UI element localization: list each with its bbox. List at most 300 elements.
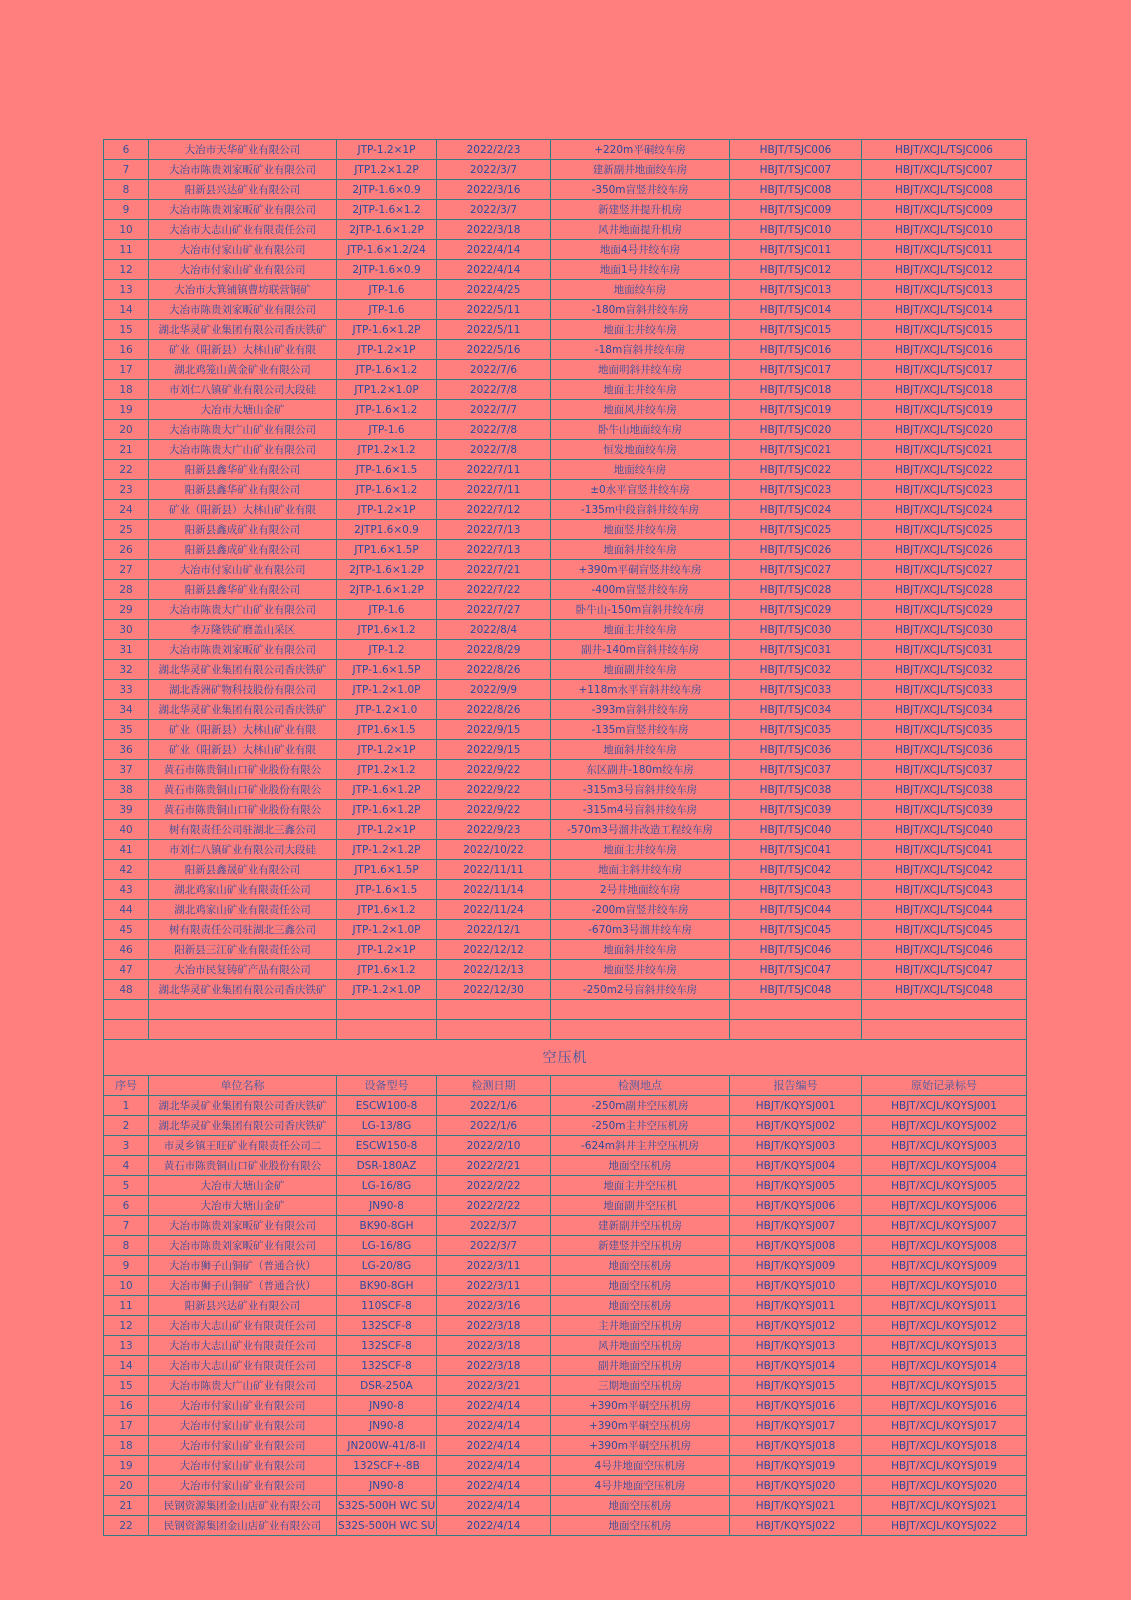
cell-seq: 18	[104, 380, 149, 400]
cell-seq: 21	[104, 440, 149, 460]
cell-seq: 47	[104, 960, 149, 980]
column-header: 序号	[104, 1076, 149, 1096]
cell-unit: 树有限责任公司驻湖北三鑫公司	[149, 920, 337, 940]
cell-date: 2022/7/13	[437, 540, 551, 560]
cell-date: 2022/4/14	[437, 1476, 551, 1496]
cell-model: 132SCF+-8B	[337, 1456, 437, 1476]
cell-unit: 湖北华灵矿业集团有限公司香庆铁矿	[149, 1096, 337, 1116]
cell-location: 地面1号井绞车房	[551, 260, 730, 280]
cell-report-no: HBJT/TSJC048	[730, 980, 862, 1000]
cell-model: 2JTP-1.6×1.2P	[337, 220, 437, 240]
cell-report-no: HBJT/TSJC031	[730, 640, 862, 660]
cell-date: 2022/3/7	[437, 1236, 551, 1256]
cell-location: 地面主井绞车房	[551, 380, 730, 400]
cell-date: 2022/9/15	[437, 740, 551, 760]
cell-model: JTP1.6×1.5P	[337, 540, 437, 560]
cell-report-no: HBJT/KQYSJ022	[730, 1516, 862, 1536]
cell-model: JTP-1.6×1.5	[337, 460, 437, 480]
cell-unit: 民钢资源集团金山店矿业有限公司	[149, 1496, 337, 1516]
cell-report-no: HBJT/TSJC018	[730, 380, 862, 400]
cell-unit: 阳新县鑫晟矿业有限公司	[149, 860, 337, 880]
cell-location: 风井地面空压机房	[551, 1336, 730, 1356]
cell-location: +390m平硐盲竖井绞车房	[551, 560, 730, 580]
cell-record-no: HBJT/XCJL/TSJC030	[862, 620, 1027, 640]
cell-record-no: HBJT/XCJL/TSJC042	[862, 860, 1027, 880]
cell-record-no: HBJT/XCJL/TSJC007	[862, 160, 1027, 180]
cell-location: 地面空压机房	[551, 1296, 730, 1316]
cell-record-no: HBJT/XCJL/TSJC046	[862, 940, 1027, 960]
hoist-row	[104, 160, 1027, 180]
cell-date: 2022/8/26	[437, 660, 551, 680]
cell-date: 2022/9/22	[437, 800, 551, 820]
cell-seq: 11	[104, 240, 149, 260]
cell-model: JTP-1.2×1P	[337, 500, 437, 520]
cell-date: 2022/7/27	[437, 600, 551, 620]
cell-location: 地面主井绞车房	[551, 620, 730, 640]
cell-location: -624m斜井主井空压机房	[551, 1136, 730, 1156]
cell-record-no: HBJT/XCJL/TSJC008	[862, 180, 1027, 200]
cell-unit: 大冶市狮子山铜矿（普通合伙）	[149, 1276, 337, 1296]
cell-report-no: HBJT/TSJC037	[730, 760, 862, 780]
cell-date: 2022/3/18	[437, 220, 551, 240]
cell-record-no: HBJT/XCJL/KQYSJ013	[862, 1336, 1027, 1356]
cell-model: JTP-1.6	[337, 300, 437, 320]
cell-unit: 阳新县鑫华矿业有限公司	[149, 580, 337, 600]
cell-model: JN90-8	[337, 1416, 437, 1436]
cell-date: 2022/12/1	[437, 920, 551, 940]
cell-seq: 15	[104, 1376, 149, 1396]
cell-seq: 46	[104, 940, 149, 960]
cell-date: 2022/9/22	[437, 780, 551, 800]
cell-report-no: HBJT/TSJC024	[730, 500, 862, 520]
hoist-row	[104, 800, 1027, 820]
cell-unit: 大冶市付家山矿业有限公司	[149, 1436, 337, 1456]
cell-report-no: HBJT/TSJC015	[730, 320, 862, 340]
compressor-row	[104, 1296, 1027, 1316]
cell-model: JTP-1.2	[337, 640, 437, 660]
cell-model: DSR-250A	[337, 1376, 437, 1396]
cell-seq: 38	[104, 780, 149, 800]
hoist-row	[104, 340, 1027, 360]
cell-report-no: HBJT/TSJC021	[730, 440, 862, 460]
spacer-rows	[104, 1000, 1027, 1096]
cell-unit: 大冶市天华矿业有限公司	[149, 140, 337, 160]
cell-location: 建新副井空压机房	[551, 1216, 730, 1236]
cell-unit: 大冶市付家山矿业有限公司	[149, 1396, 337, 1416]
cell-location: 地面斜井绞车房	[551, 540, 730, 560]
cell-unit: 阳新县鑫华矿业有限公司	[149, 480, 337, 500]
cell-unit: 大冶市付家山矿业有限公司	[149, 240, 337, 260]
cell-model: JTP-1.2×1.2P	[337, 840, 437, 860]
cell-seq: 8	[104, 1236, 149, 1256]
cell-unit: 矿业（阳新县）大林山矿业有限	[149, 340, 337, 360]
cell-report-no: HBJT/TSJC026	[730, 540, 862, 560]
cell-date: 2022/3/11	[437, 1256, 551, 1276]
cell-unit: 阳新县兴达矿业有限公司	[149, 180, 337, 200]
cell-date: 2022/2/22	[437, 1196, 551, 1216]
cell-unit: 湖北鸡家山矿业有限责任公司	[149, 900, 337, 920]
cell-record-no: HBJT/XCJL/KQYSJ015	[862, 1376, 1027, 1396]
cell-location: +390m平硐空压机房	[551, 1436, 730, 1456]
cell-unit: 大冶市付家山矿业有限公司	[149, 1456, 337, 1476]
cell-unit: 矿业（阳新县）大林山矿业有限	[149, 740, 337, 760]
cell-report-no: HBJT/KQYSJ005	[730, 1176, 862, 1196]
cell-report-no: HBJT/TSJC028	[730, 580, 862, 600]
cell-seq: 1	[104, 1096, 149, 1116]
hoist-row	[104, 680, 1027, 700]
cell-date: 2022/5/11	[437, 320, 551, 340]
cell-report-no: HBJT/TSJC043	[730, 880, 862, 900]
hoist-row	[104, 920, 1027, 940]
cell-date: 2022/7/8	[437, 380, 551, 400]
cell-report-no: HBJT/TSJC011	[730, 240, 862, 260]
cell-model: JTP-1.6×1.2	[337, 360, 437, 380]
cell-unit: 湖北华灵矿业集团有限公司香庆铁矿	[149, 660, 337, 680]
cell-report-no: HBJT/KQYSJ006	[730, 1196, 862, 1216]
cell-date: 2022/11/14	[437, 880, 551, 900]
cell-unit: 大冶市大志山矿业有限责任公司	[149, 1336, 337, 1356]
cell-unit: 黄石市陈贵铜山口矿业股份有限公	[149, 1156, 337, 1176]
cell-location: +390m平硐空压机房	[551, 1396, 730, 1416]
cell-model: JTP-1.6	[337, 600, 437, 620]
cell-report-no: HBJT/TSJC012	[730, 260, 862, 280]
cell-date: 2022/4/14	[437, 260, 551, 280]
cell-model: BK90-8GH	[337, 1276, 437, 1296]
cell-model: JTP-1.2×1.0P	[337, 680, 437, 700]
hoist-row	[104, 140, 1027, 160]
cell-report-no: HBJT/TSJC036	[730, 740, 862, 760]
cell-date: 2022/4/14	[437, 1456, 551, 1476]
cell-report-no: HBJT/KQYSJ016	[730, 1396, 862, 1416]
cell-unit: 阳新县鑫华矿业有限公司	[149, 460, 337, 480]
cell-record-no: HBJT/XCJL/TSJC014	[862, 300, 1027, 320]
cell-report-no: HBJT/KQYSJ021	[730, 1496, 862, 1516]
cell-unit: 大冶市大塘山金矿	[149, 1176, 337, 1196]
cell-model: ESCW150-8	[337, 1136, 437, 1156]
cell-report-no: HBJT/TSJC029	[730, 600, 862, 620]
cell-seq: 16	[104, 340, 149, 360]
cell-unit: 大冶市大塘山金矿	[149, 400, 337, 420]
cell-date: 2022/2/21	[437, 1156, 551, 1176]
cell-model: LG-13/8G	[337, 1116, 437, 1136]
cell-date: 2022/3/11	[437, 1276, 551, 1296]
section-title-row	[104, 1040, 1027, 1076]
cell-seq: 8	[104, 180, 149, 200]
cell-record-no: HBJT/XCJL/TSJC045	[862, 920, 1027, 940]
cell-location: 新建竖井空压机房	[551, 1236, 730, 1256]
cell-unit: 大冶市大志山矿业有限责任公司	[149, 1316, 337, 1336]
cell-location: -180m盲斜井绞车房	[551, 300, 730, 320]
cell-record-no: HBJT/XCJL/TSJC011	[862, 240, 1027, 260]
cell-location: 地面主斜井绞车房	[551, 860, 730, 880]
cell-location: 地面空压机房	[551, 1516, 730, 1536]
cell-unit: 李万隆铁矿磨盖山采区	[149, 620, 337, 640]
blank-row	[104, 1000, 1027, 1020]
cell-location: -670m3号溜井绞车房	[551, 920, 730, 940]
cell-record-no: HBJT/XCJL/TSJC032	[862, 660, 1027, 680]
cell-seq: 20	[104, 1476, 149, 1496]
compressor-row	[104, 1436, 1027, 1456]
cell-location: -250m副井空压机房	[551, 1096, 730, 1116]
hoist-row	[104, 440, 1027, 460]
cell-date: 2022/12/13	[437, 960, 551, 980]
hoist-row	[104, 380, 1027, 400]
cell-model: JTP-1.6×1.2/24	[337, 240, 437, 260]
hoist-row	[104, 620, 1027, 640]
cell-date: 2022/7/6	[437, 360, 551, 380]
cell-record-no: HBJT/XCJL/TSJC027	[862, 560, 1027, 580]
cell-report-no: HBJT/KQYSJ014	[730, 1356, 862, 1376]
cell-unit: 湖北鸡笼山黄金矿业有限公司	[149, 360, 337, 380]
cell-date: 2022/9/23	[437, 820, 551, 840]
cell-report-no: HBJT/KQYSJ003	[730, 1136, 862, 1156]
hoist-row	[104, 840, 1027, 860]
cell-unit: 大冶市付家山矿业有限公司	[149, 260, 337, 280]
compressor-row	[104, 1416, 1027, 1436]
cell-record-no: HBJT/XCJL/KQYSJ006	[862, 1196, 1027, 1216]
cell-record-no: HBJT/XCJL/TSJC031	[862, 640, 1027, 660]
cell-seq: 40	[104, 820, 149, 840]
cell-report-no: HBJT/TSJC027	[730, 560, 862, 580]
cell-record-no: HBJT/XCJL/TSJC022	[862, 460, 1027, 480]
cell-seq: 19	[104, 1456, 149, 1476]
cell-model: JTP-1.6×1.2P	[337, 780, 437, 800]
cell-unit: 大冶市陈贵大广山矿业有限公司	[149, 1376, 337, 1396]
cell-unit: 树有限责任公司驻湖北三鑫公司	[149, 820, 337, 840]
cell-date: 2022/11/11	[437, 860, 551, 880]
cell-unit: 湖北华灵矿业集团有限公司香庆铁矿	[149, 1116, 337, 1136]
cell-seq: 21	[104, 1496, 149, 1516]
cell-date: 2022/9/15	[437, 720, 551, 740]
cell-record-no: HBJT/XCJL/KQYSJ002	[862, 1116, 1027, 1136]
cell-report-no: HBJT/TSJC045	[730, 920, 862, 940]
cell-report-no: HBJT/KQYSJ011	[730, 1296, 862, 1316]
hoist-row	[104, 180, 1027, 200]
cell-seq: 9	[104, 200, 149, 220]
cell-model: JTP1.6×1.5	[337, 720, 437, 740]
cell-location: 卧牛山地面绞车房	[551, 420, 730, 440]
hoist-row	[104, 580, 1027, 600]
cell-report-no: HBJT/KQYSJ013	[730, 1336, 862, 1356]
cell-report-no: HBJT/KQYSJ012	[730, 1316, 862, 1336]
cell-report-no: HBJT/TSJC041	[730, 840, 862, 860]
compressor-row	[104, 1196, 1027, 1216]
cell-seq: 15	[104, 320, 149, 340]
hoist-row	[104, 260, 1027, 280]
cell-seq: 41	[104, 840, 149, 860]
cell-date: 2022/7/12	[437, 500, 551, 520]
cell-date: 2022/8/4	[437, 620, 551, 640]
cell-location: 恒发地面绞车房	[551, 440, 730, 460]
cell-model: JTP-1.6×1.2P	[337, 320, 437, 340]
cell-seq: 29	[104, 600, 149, 620]
cell-model: JN200W-41/8-II	[337, 1436, 437, 1456]
cell-date: 2022/3/18	[437, 1316, 551, 1336]
cell-report-no: HBJT/TSJC009	[730, 200, 862, 220]
cell-model: LG-20/8G	[337, 1256, 437, 1276]
cell-model: JTP1.2×1.2P	[337, 160, 437, 180]
hoist-row	[104, 740, 1027, 760]
hoist-row	[104, 480, 1027, 500]
cell-record-no: HBJT/XCJL/TSJC006	[862, 140, 1027, 160]
column-header: 原始记录标号	[862, 1076, 1027, 1096]
cell-unit: 阳新县三江矿业有限责任公司	[149, 940, 337, 960]
cell-report-no: HBJT/TSJC034	[730, 700, 862, 720]
cell-record-no: HBJT/XCJL/TSJC023	[862, 480, 1027, 500]
cell-report-no: HBJT/TSJC025	[730, 520, 862, 540]
cell-record-no: HBJT/XCJL/TSJC029	[862, 600, 1027, 620]
cell-date: 2022/7/8	[437, 440, 551, 460]
cell-model: LG-16/8G	[337, 1236, 437, 1256]
cell-report-no: HBJT/TSJC020	[730, 420, 862, 440]
compressor-row	[104, 1336, 1027, 1356]
cell-model: BK90-8GH	[337, 1216, 437, 1236]
cell-record-no: HBJT/XCJL/KQYSJ019	[862, 1456, 1027, 1476]
cell-seq: 13	[104, 1336, 149, 1356]
compressor-section-title: 空压机	[104, 1040, 1027, 1076]
cell-location: +220m平硐绞车房	[551, 140, 730, 160]
cell-unit: 阳新县鑫成矿业有限公司	[149, 540, 337, 560]
cell-record-no: HBJT/XCJL/KQYSJ018	[862, 1436, 1027, 1456]
column-header: 检测地点	[551, 1076, 730, 1096]
hoist-row	[104, 660, 1027, 680]
cell-date: 2022/3/16	[437, 1296, 551, 1316]
column-header: 设备型号	[337, 1076, 437, 1096]
cell-seq: 16	[104, 1396, 149, 1416]
cell-date: 2022/5/16	[437, 340, 551, 360]
hoist-row	[104, 280, 1027, 300]
cell-date: 2022/7/11	[437, 460, 551, 480]
cell-date: 2022/4/14	[437, 1496, 551, 1516]
cell-seq: 6	[104, 1196, 149, 1216]
cell-location: 建新副井地面绞车房	[551, 160, 730, 180]
cell-seq: 28	[104, 580, 149, 600]
cell-date: 2022/4/25	[437, 280, 551, 300]
cell-location: 地面主井绞车房	[551, 840, 730, 860]
cell-date: 2022/3/7	[437, 200, 551, 220]
cell-seq: 45	[104, 920, 149, 940]
cell-record-no: HBJT/XCJL/TSJC043	[862, 880, 1027, 900]
cell-seq: 7	[104, 1216, 149, 1236]
hoist-row	[104, 980, 1027, 1000]
cell-location: 地面绞车房	[551, 460, 730, 480]
cell-seq: 25	[104, 520, 149, 540]
cell-model: JTP-1.2×1P	[337, 140, 437, 160]
cell-record-no: HBJT/XCJL/KQYSJ005	[862, 1176, 1027, 1196]
hoist-row	[104, 200, 1027, 220]
compressor-row	[104, 1236, 1027, 1256]
cell-seq: 48	[104, 980, 149, 1000]
cell-model: JTP-1.2×1.0P	[337, 980, 437, 1000]
cell-location: 地面副井空压机	[551, 1196, 730, 1216]
cell-record-no: HBJT/XCJL/KQYSJ012	[862, 1316, 1027, 1336]
compressor-row	[104, 1316, 1027, 1336]
hoist-row	[104, 760, 1027, 780]
cell-report-no: HBJT/KQYSJ017	[730, 1416, 862, 1436]
cell-unit: 湖北香洲矿物科技股份有限公司	[149, 680, 337, 700]
cell-unit: 市刘仁八镇矿业有限公司大段硅	[149, 380, 337, 400]
cell-seq: 13	[104, 280, 149, 300]
cell-seq: 39	[104, 800, 149, 820]
cell-unit: 黄石市陈贵铜山口矿业股份有限公	[149, 780, 337, 800]
cell-seq: 14	[104, 1356, 149, 1376]
cell-location: -400m盲竖井绞车房	[551, 580, 730, 600]
cell-seq: 4	[104, 1156, 149, 1176]
cell-seq: 35	[104, 720, 149, 740]
cell-location: 地面空压机房	[551, 1256, 730, 1276]
cell-date: 2022/12/12	[437, 940, 551, 960]
cell-model: 2JTP-1.6×1.2P	[337, 560, 437, 580]
cell-unit: 矿业（阳新县）大林山矿业有限	[149, 720, 337, 740]
cell-model: S32S-500H WC SU	[337, 1496, 437, 1516]
blank-row	[104, 1020, 1027, 1040]
cell-model: LG-16/8G	[337, 1176, 437, 1196]
hoist-row	[104, 640, 1027, 660]
cell-location: -393m盲斜井绞车房	[551, 700, 730, 720]
cell-unit: 大冶市陈贵刘家畈矿业有限公司	[149, 160, 337, 180]
cell-location: 地面空压机房	[551, 1156, 730, 1176]
cell-report-no: HBJT/KQYSJ004	[730, 1156, 862, 1176]
cell-date: 2022/3/7	[437, 160, 551, 180]
cell-record-no: HBJT/XCJL/TSJC044	[862, 900, 1027, 920]
cell-report-no: HBJT/TSJC044	[730, 900, 862, 920]
cell-report-no: HBJT/TSJC006	[730, 140, 862, 160]
cell-record-no: HBJT/XCJL/TSJC015	[862, 320, 1027, 340]
cell-model: JTP1.6×1.2	[337, 620, 437, 640]
cell-model: 132SCF-8	[337, 1336, 437, 1356]
cell-record-no: HBJT/XCJL/TSJC021	[862, 440, 1027, 460]
cell-seq: 36	[104, 740, 149, 760]
cell-date: 2022/4/14	[437, 1396, 551, 1416]
cell-unit: 市刘仁八镇矿业有限公司大段硅	[149, 840, 337, 860]
hoist-row	[104, 460, 1027, 480]
cell-date: 2022/2/10	[437, 1136, 551, 1156]
cell-location: 2号井地面绞车房	[551, 880, 730, 900]
compressor-row	[104, 1476, 1027, 1496]
cell-report-no: HBJT/KQYSJ015	[730, 1376, 862, 1396]
column-header: 报告编号	[730, 1076, 862, 1096]
cell-location: 风井地面提升机房	[551, 220, 730, 240]
cell-record-no: HBJT/XCJL/KQYSJ001	[862, 1096, 1027, 1116]
cell-report-no: HBJT/KQYSJ008	[730, 1236, 862, 1256]
cell-report-no: HBJT/TSJC042	[730, 860, 862, 880]
cell-unit: 黄石市陈贵铜山口矿业股份有限公	[149, 800, 337, 820]
cell-model: JTP-1.6×1.2P	[337, 800, 437, 820]
cell-location: +118m水平盲斜井绞车房	[551, 680, 730, 700]
cell-seq: 26	[104, 540, 149, 560]
cell-date: 2022/1/6	[437, 1116, 551, 1136]
compressor-row	[104, 1356, 1027, 1376]
compressor-row	[104, 1516, 1027, 1536]
cell-model: JTP-1.6×1.5P	[337, 660, 437, 680]
cell-model: JTP-1.2×1P	[337, 340, 437, 360]
cell-location: 主井地面空压机房	[551, 1316, 730, 1336]
cell-date: 2022/2/23	[437, 140, 551, 160]
cell-model: 2JTP-1.6×0.9	[337, 180, 437, 200]
cell-seq: 12	[104, 1316, 149, 1336]
cell-date: 2022/3/7	[437, 1216, 551, 1236]
cell-report-no: HBJT/TSJC046	[730, 940, 862, 960]
compressor-header-row	[104, 1076, 1027, 1096]
cell-model: 110SCF-8	[337, 1296, 437, 1316]
cell-model: JTP1.2×1.2	[337, 760, 437, 780]
cell-record-no: HBJT/XCJL/KQYSJ007	[862, 1216, 1027, 1236]
compressor-row	[104, 1116, 1027, 1136]
cell-date: 2022/3/16	[437, 180, 551, 200]
cell-date: 2022/7/7	[437, 400, 551, 420]
cell-model: JTP-1.6	[337, 280, 437, 300]
cell-seq: 33	[104, 680, 149, 700]
